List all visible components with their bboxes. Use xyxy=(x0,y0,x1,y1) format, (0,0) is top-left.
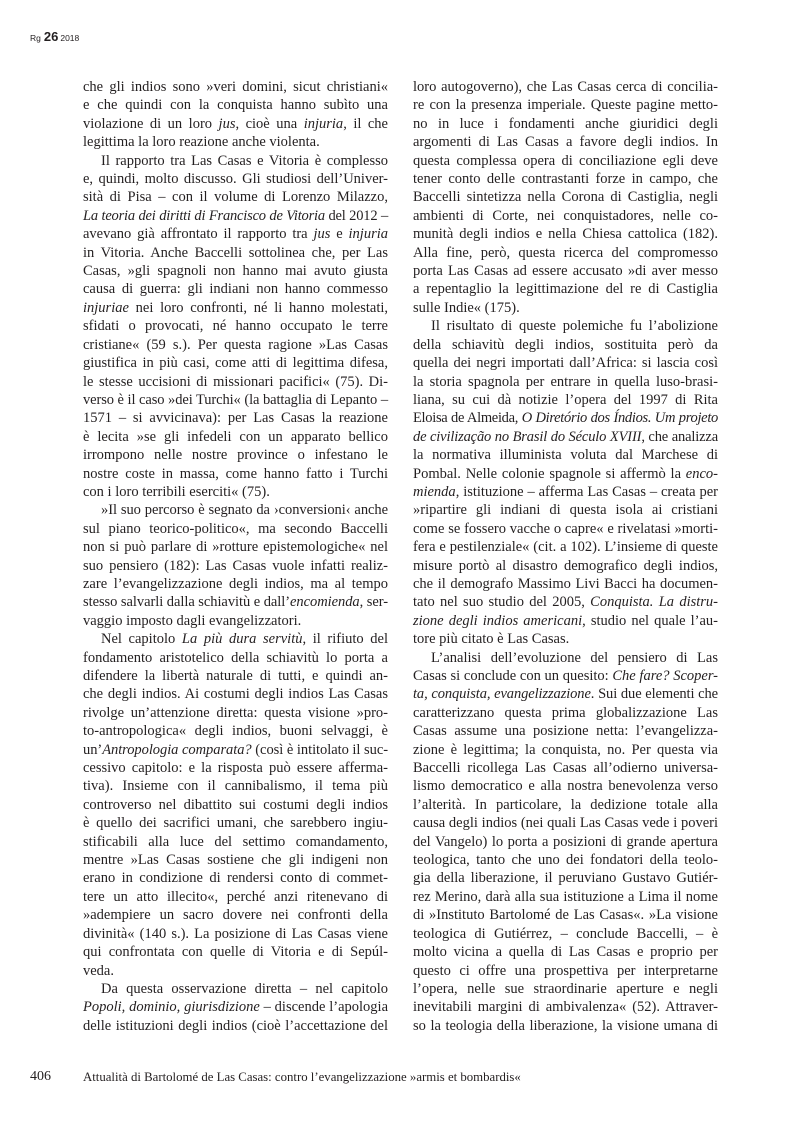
text-line xyxy=(413,391,718,409)
text-run: Nel capitolo xyxy=(101,631,182,648)
text-run: avevano già affrontato il rapporto tra xyxy=(83,226,314,243)
text-line xyxy=(83,888,388,906)
text-line xyxy=(83,667,388,685)
text-run: causa di guerra: gli indiani non hanno commesso xyxy=(83,281,388,298)
text-line xyxy=(413,704,718,722)
text-line xyxy=(413,188,718,206)
paragraph xyxy=(413,649,718,1036)
text-line xyxy=(83,612,388,630)
text-line xyxy=(413,814,718,832)
text-line xyxy=(413,483,718,501)
text-run: giustifica in più casi, come atti di legittima difesa, xyxy=(83,355,388,372)
text-line xyxy=(413,96,718,114)
text-line xyxy=(83,409,388,427)
text-run: difendere la libertà naturale di tutti, e quindi an- xyxy=(83,668,388,684)
text-run: sità di Pisa – con il volume di Lorenzo Milazzo, xyxy=(83,189,388,206)
text-run: questa complessa opera di conciliazione egli deve xyxy=(413,152,718,169)
text-line xyxy=(413,299,718,317)
text-run: la normativa illuminista voluta dal Marchese di xyxy=(413,447,718,464)
text-run: l’alterità. In particolare, la dedizione totale alla xyxy=(413,796,718,813)
text-run: non si può parlare di »rotture epistemologiche« nel xyxy=(83,539,388,556)
text-run: divinità« (140 s.). La posizione di Las Casas viene xyxy=(83,925,388,942)
text-run: zare l’evangelizzazione degli indios, ma al tempo xyxy=(83,575,388,592)
text-run: tato nel suo studio del 2005, xyxy=(413,594,591,611)
text-line xyxy=(413,336,718,354)
text-run: controverso nel dibattito sui costumi degli indios xyxy=(83,796,388,813)
text-run: fondamento aristotelico della schiavitù lo porta a xyxy=(83,649,388,666)
text-run: l’opera, nelle sue straordinarie aperture e negli xyxy=(413,980,718,997)
text-run: è quello dei sacrifici umani, che sarebbero ingiu- xyxy=(83,815,388,832)
text-run: , cioè una xyxy=(235,115,304,132)
text-line xyxy=(413,152,718,170)
text-run: in Vitoria. Anche Baccelli sottolinea che, per Las xyxy=(83,244,388,261)
text-line xyxy=(83,501,388,519)
text-run: »adempiere un sacro dovere nei confronti della xyxy=(83,907,388,924)
text-run: liana, su cui dà notizie l’opera del 1997 di Rita xyxy=(413,391,718,408)
text-run: mentre »Las Casas sostiene che gli indigeni non xyxy=(83,852,388,869)
text-run: teologica di Gutiérrez, – conclude Baccelli, – è xyxy=(413,925,718,942)
text-line xyxy=(83,998,388,1016)
text-run: del 2012 – xyxy=(324,207,389,224)
text-run: vaggio imposto dagli evangelizzatori. xyxy=(83,612,302,629)
text-line xyxy=(413,869,718,887)
paragraph xyxy=(83,78,388,152)
text-run: Casas, »gli spagnoli non hanno mai avuto giusta xyxy=(83,263,388,280)
text-line xyxy=(83,962,388,980)
text-run: loro autogoverno), che Las Casas cerca di concilia- xyxy=(413,79,718,95)
text-line xyxy=(413,906,718,924)
text-line xyxy=(413,612,718,630)
text-line xyxy=(413,980,718,998)
italic-text: jus xyxy=(313,226,331,243)
italic-text: Conquista. La distru- xyxy=(590,594,718,611)
text-line xyxy=(83,244,388,262)
text-line xyxy=(413,777,718,795)
text-line xyxy=(83,575,388,593)
text-run: L’analisi dell’evoluzione del pensiero di Las xyxy=(431,649,718,666)
text-line xyxy=(83,630,388,648)
text-line xyxy=(83,980,388,998)
text-line xyxy=(413,649,718,667)
text-line xyxy=(413,133,718,151)
text-run: teologica, tanto che uno dei fondatori della teolo- xyxy=(413,852,718,869)
text-line xyxy=(413,796,718,814)
text-run: re con la presenza imperiale. Queste pagine metto- xyxy=(413,97,718,114)
paragraph xyxy=(413,317,718,648)
text-run: misure portò al disastro demografico degli indios, xyxy=(413,557,718,574)
text-run: a repentaglio la legittimazione del re di Castiglia xyxy=(413,281,718,298)
text-line xyxy=(413,115,718,133)
text-run: Casas si conclude con un quesito: xyxy=(413,668,613,684)
text-line xyxy=(83,557,388,575)
text-line xyxy=(413,520,718,538)
text-run: inevitabili margini di ambivalenza« (52). Attraver- xyxy=(413,999,718,1016)
text-run: tere un atto illecito«, perché anzi ritenevano di xyxy=(83,888,388,905)
text-run: erano in condizione di rendersi conto di commet- xyxy=(83,870,388,887)
text-run: fera e pestilenziale« (cit. a 102). L’insieme di queste xyxy=(413,539,718,556)
text-line xyxy=(83,299,388,317)
text-run: sul piano teorico-politico«, ma secondo Baccelli xyxy=(83,520,388,537)
text-run: le stesse uccisioni di missionari pacifici« (75). Di- xyxy=(83,373,388,390)
text-run: tore più citato è Las Casas. xyxy=(413,631,570,648)
text-run: cessivo capitolo: e la risposta può essere afferma- xyxy=(83,760,388,777)
text-line xyxy=(83,115,388,133)
running-header xyxy=(30,29,79,44)
text-line xyxy=(83,741,388,759)
text-line xyxy=(83,96,388,114)
text-run: legittima la loro reazione anche violenta. xyxy=(83,134,320,151)
text-line xyxy=(83,152,388,170)
text-run: to-antropologica« degli indios, buoni selvaggi, è xyxy=(83,723,388,740)
italic-text: O Diretório dos Índios. Um projeto xyxy=(521,410,719,427)
italic-text: Che fare? Scoper- xyxy=(612,668,718,684)
text-run: causa degli indios (nei quali Las Casas vede i poveri xyxy=(413,815,718,832)
italic-text: ta, conquista, evangelizzazione xyxy=(413,686,591,703)
paragraph xyxy=(413,78,718,317)
text-run: rez Merino, darà alla sua istituzione a Lima il nome xyxy=(413,888,718,905)
paragraph xyxy=(83,980,388,1035)
text-line xyxy=(83,906,388,924)
text-line xyxy=(413,759,718,777)
text-run: . Sui due elementi che xyxy=(590,686,718,703)
text-run: sulle Indie« (175). xyxy=(413,299,520,316)
text-line xyxy=(83,170,388,188)
italic-text: injuriae xyxy=(83,299,129,316)
text-run: stificabili alla luce del settimo comandamento, xyxy=(83,833,388,850)
text-line xyxy=(413,409,718,427)
text-line xyxy=(83,722,388,740)
running-footer-title: Attualità di Bartolomé de Las Casas: contro l’evangelizzazione »armis et bombardis« xyxy=(83,1070,521,1084)
text-line xyxy=(83,78,388,96)
text-run: tener conto delle contrastanti forze in campo, che xyxy=(413,171,718,188)
text-run: delle istituzioni degli indios (cioè l’accettazione del xyxy=(83,1017,388,1034)
text-run: Eloisa de Almeida, xyxy=(413,410,522,427)
text-line xyxy=(83,704,388,722)
text-run: che degli indios. Ai costumi degli indios Las Casas xyxy=(83,686,388,703)
text-run: con i loro terribili eserciti« (75). xyxy=(83,483,270,500)
text-run: del Vangelo) lo porta a posizioni di grande apertura xyxy=(413,833,718,850)
italic-text: zione degli indios americani xyxy=(413,612,583,629)
text-run: Alla fine, però, questa ricerca del compromesso xyxy=(413,244,718,261)
text-run: verso è il caso »dei Turchi« (la battaglia di Lepanto – xyxy=(83,391,388,408)
text-line xyxy=(413,630,718,648)
text-run: rivolge un’attenzione diretta: questa visione »pro- xyxy=(83,704,388,721)
text-line xyxy=(413,170,718,188)
text-run: veda. xyxy=(83,962,114,979)
text-line xyxy=(83,280,388,298)
text-line xyxy=(83,262,388,280)
text-line xyxy=(83,133,388,151)
text-run: »Il suo percorso è segnato da ›conversioni‹ anche xyxy=(101,502,388,519)
text-run: , il che xyxy=(343,115,388,132)
text-run: e xyxy=(330,226,349,243)
italic-text: injuria xyxy=(348,226,388,243)
text-run: argomenti di Las Casas a favore degli indios. In xyxy=(413,134,718,151)
text-line xyxy=(83,446,388,464)
text-run: violazione di un loro xyxy=(83,115,219,132)
left-text-column xyxy=(83,78,388,1035)
text-run: , studio nel quale l’au- xyxy=(582,612,719,629)
text-run: Il rapporto tra Las Casas e Vitoria è complesso xyxy=(101,152,388,169)
text-line xyxy=(83,685,388,703)
text-run: di »Instituto Bartolomé de Las Casas«. »La visione xyxy=(413,907,718,924)
right-text-column xyxy=(413,78,718,1035)
text-run: , istituzione – afferma Las Casas – creata per xyxy=(455,483,718,500)
text-run: gia della liberazione, il peruviano Gustavo Gutiér- xyxy=(413,870,718,887)
text-line xyxy=(413,962,718,980)
text-line xyxy=(83,391,388,409)
text-line xyxy=(413,428,718,446)
paragraph xyxy=(83,630,388,980)
text-run: come se fossero vacche o capre« e rivelatasi »morti- xyxy=(413,520,718,537)
text-line xyxy=(83,336,388,354)
text-line xyxy=(83,943,388,961)
text-line xyxy=(413,925,718,943)
text-run: un’ xyxy=(83,741,103,758)
text-line xyxy=(83,354,388,372)
text-line xyxy=(413,888,718,906)
text-line xyxy=(83,225,388,243)
text-run: »ripartire gli indiani di questa isola ai cristiani xyxy=(413,502,718,519)
paragraph xyxy=(83,152,388,502)
text-line xyxy=(413,446,718,464)
text-line xyxy=(83,465,388,483)
text-line xyxy=(413,851,718,869)
text-run: , il rifiuto del xyxy=(302,631,388,648)
text-run: – discende l’apologia xyxy=(259,999,388,1016)
text-line xyxy=(413,78,718,96)
text-run: caratterizzano questa prima globalizzazione Las xyxy=(413,704,718,721)
text-run: nostre coste in massa, come hanno fatto i Turchi xyxy=(83,465,388,482)
italic-text: injuria xyxy=(303,115,344,132)
text-run: zione è legittima; la conquista, no. Per questa via xyxy=(413,741,718,758)
text-line xyxy=(413,262,718,280)
text-run: quella dei negri importati dall’Africa: si lascia così xyxy=(413,355,718,372)
italic-text: La più dura servitù xyxy=(181,631,303,648)
text-line xyxy=(413,207,718,225)
text-run: , che analizza xyxy=(641,428,718,445)
text-line xyxy=(83,207,388,225)
italic-text: La teoria dei diritti di Francisco de Vitoria xyxy=(83,207,325,224)
text-line xyxy=(83,649,388,667)
text-run: munità degli indios e nella Chiesa cattolica (182). xyxy=(413,226,718,243)
italic-text: encomienda xyxy=(290,594,360,611)
italic-text: enco- xyxy=(685,465,718,482)
text-line xyxy=(413,943,718,961)
text-run: la storia spagnola per entrare in quella luso-brasi- xyxy=(413,373,718,390)
text-run: nei loro confronti, né li hanno molestati, xyxy=(128,299,388,316)
text-run: Pombal. Nelle colonie spagnole si affermò la xyxy=(413,465,686,482)
text-run: sfidati o provocati, né hanno occupato le terre xyxy=(83,318,388,335)
text-run: no in luce i fondamenti anche giuridici degli xyxy=(413,115,718,132)
text-line xyxy=(413,373,718,391)
text-run: ambienti di Corte, nei conquistadores, nelle co- xyxy=(413,207,718,224)
text-line xyxy=(413,317,718,335)
text-run: so la teologia della liberazione, la visione umana di xyxy=(413,1017,718,1034)
text-run: Il risultato di queste polemiche fu l’abolizione xyxy=(431,318,718,335)
text-line xyxy=(83,777,388,795)
text-run: stesso salvarli dalla schiavitù e dall’ xyxy=(83,594,291,611)
text-run: Casas assume una posizione netta: l’evangelizza- xyxy=(413,723,718,740)
text-line xyxy=(83,814,388,832)
text-line xyxy=(83,833,388,851)
text-run: irrompono nelle nostre province o infestano le xyxy=(83,447,388,464)
italic-text: Antropologia comparata? xyxy=(102,741,252,758)
italic-text: mienda xyxy=(413,483,456,500)
text-line xyxy=(413,465,718,483)
text-line xyxy=(413,538,718,556)
text-line xyxy=(413,501,718,519)
text-run: questo ci offre una prospettiva per interpretarne xyxy=(413,962,718,979)
text-line xyxy=(83,317,388,335)
text-line xyxy=(83,428,388,446)
text-line xyxy=(413,998,718,1016)
text-run: lismo democratico e alla nostra benevolenza verso xyxy=(413,778,718,795)
text-run: e, quindi, molto discusso. Gli studiosi dell’Univer- xyxy=(83,171,388,188)
page-number: 406 xyxy=(30,1069,51,1084)
text-line xyxy=(413,354,718,372)
italic-text: Popoli, dominio, giurisdizione xyxy=(83,999,260,1016)
text-line xyxy=(413,1017,718,1035)
text-run: Baccelli sintetizza nella Corona di Castiglia, negli xyxy=(413,189,718,206)
text-run: (così è intitolato il suc- xyxy=(251,741,388,758)
text-line xyxy=(413,225,718,243)
paragraph xyxy=(83,501,388,630)
text-run: qui confrontata con quelle di Vitoria e di Sepúl- xyxy=(83,944,388,961)
text-line xyxy=(413,593,718,611)
text-line xyxy=(413,280,718,298)
italic-text: jus xyxy=(218,115,236,132)
text-run: e che quindi con la conquista hanno subìto una xyxy=(83,97,388,114)
italic-text: de civilização no Brasil do Século XVIII xyxy=(413,428,642,445)
text-line xyxy=(413,667,718,685)
text-run: che gli indios sono »veri domini, sicut christiani« xyxy=(83,79,388,95)
text-run: tiva). Insieme con il cannibalismo, il tema più xyxy=(83,778,388,795)
text-line xyxy=(413,575,718,593)
text-run: , ser- xyxy=(359,594,389,611)
text-run: della schiavitù degli indios, sostituita però da xyxy=(413,336,718,353)
text-line xyxy=(83,759,388,777)
text-line xyxy=(83,869,388,887)
text-run: 1571 – si avvicinava): per Las Casas la reazione xyxy=(83,410,388,427)
text-line xyxy=(413,685,718,703)
text-run: suo pensiero (182): Las Casas vuole infatti realiz- xyxy=(83,557,388,574)
text-line xyxy=(83,925,388,943)
text-line xyxy=(83,593,388,611)
text-line xyxy=(83,373,388,391)
publication-year: 2018 xyxy=(60,33,80,43)
text-line xyxy=(83,483,388,501)
text-run: porta Las Casas ad essere accusato »di aver messo xyxy=(413,263,718,280)
text-run: Da questa osservazione diretta – nel capitolo xyxy=(101,980,388,997)
text-run: cristiane« (59 s.). Per questa ragione »Las Casas xyxy=(83,336,388,353)
journal-abbreviation: Rg xyxy=(30,33,41,43)
text-run: molto vicina a quella di Las Casas e proprio per xyxy=(413,944,718,961)
text-line xyxy=(83,538,388,556)
text-line xyxy=(413,557,718,575)
text-line xyxy=(413,741,718,759)
text-run: Baccelli ricollega Las Casas all’odierno universa- xyxy=(413,760,718,777)
text-line xyxy=(83,520,388,538)
text-run: è lecita »se gli infedeli con un apparato bellico xyxy=(83,428,388,445)
volume-number: 26 xyxy=(43,29,59,44)
text-line xyxy=(83,1017,388,1035)
text-line xyxy=(413,833,718,851)
text-line xyxy=(83,851,388,869)
text-run: che il demografo Massimo Livi Bacci ha documen- xyxy=(413,575,718,592)
text-line xyxy=(413,244,718,262)
text-line xyxy=(413,722,718,740)
text-line xyxy=(83,188,388,206)
text-line xyxy=(83,796,388,814)
